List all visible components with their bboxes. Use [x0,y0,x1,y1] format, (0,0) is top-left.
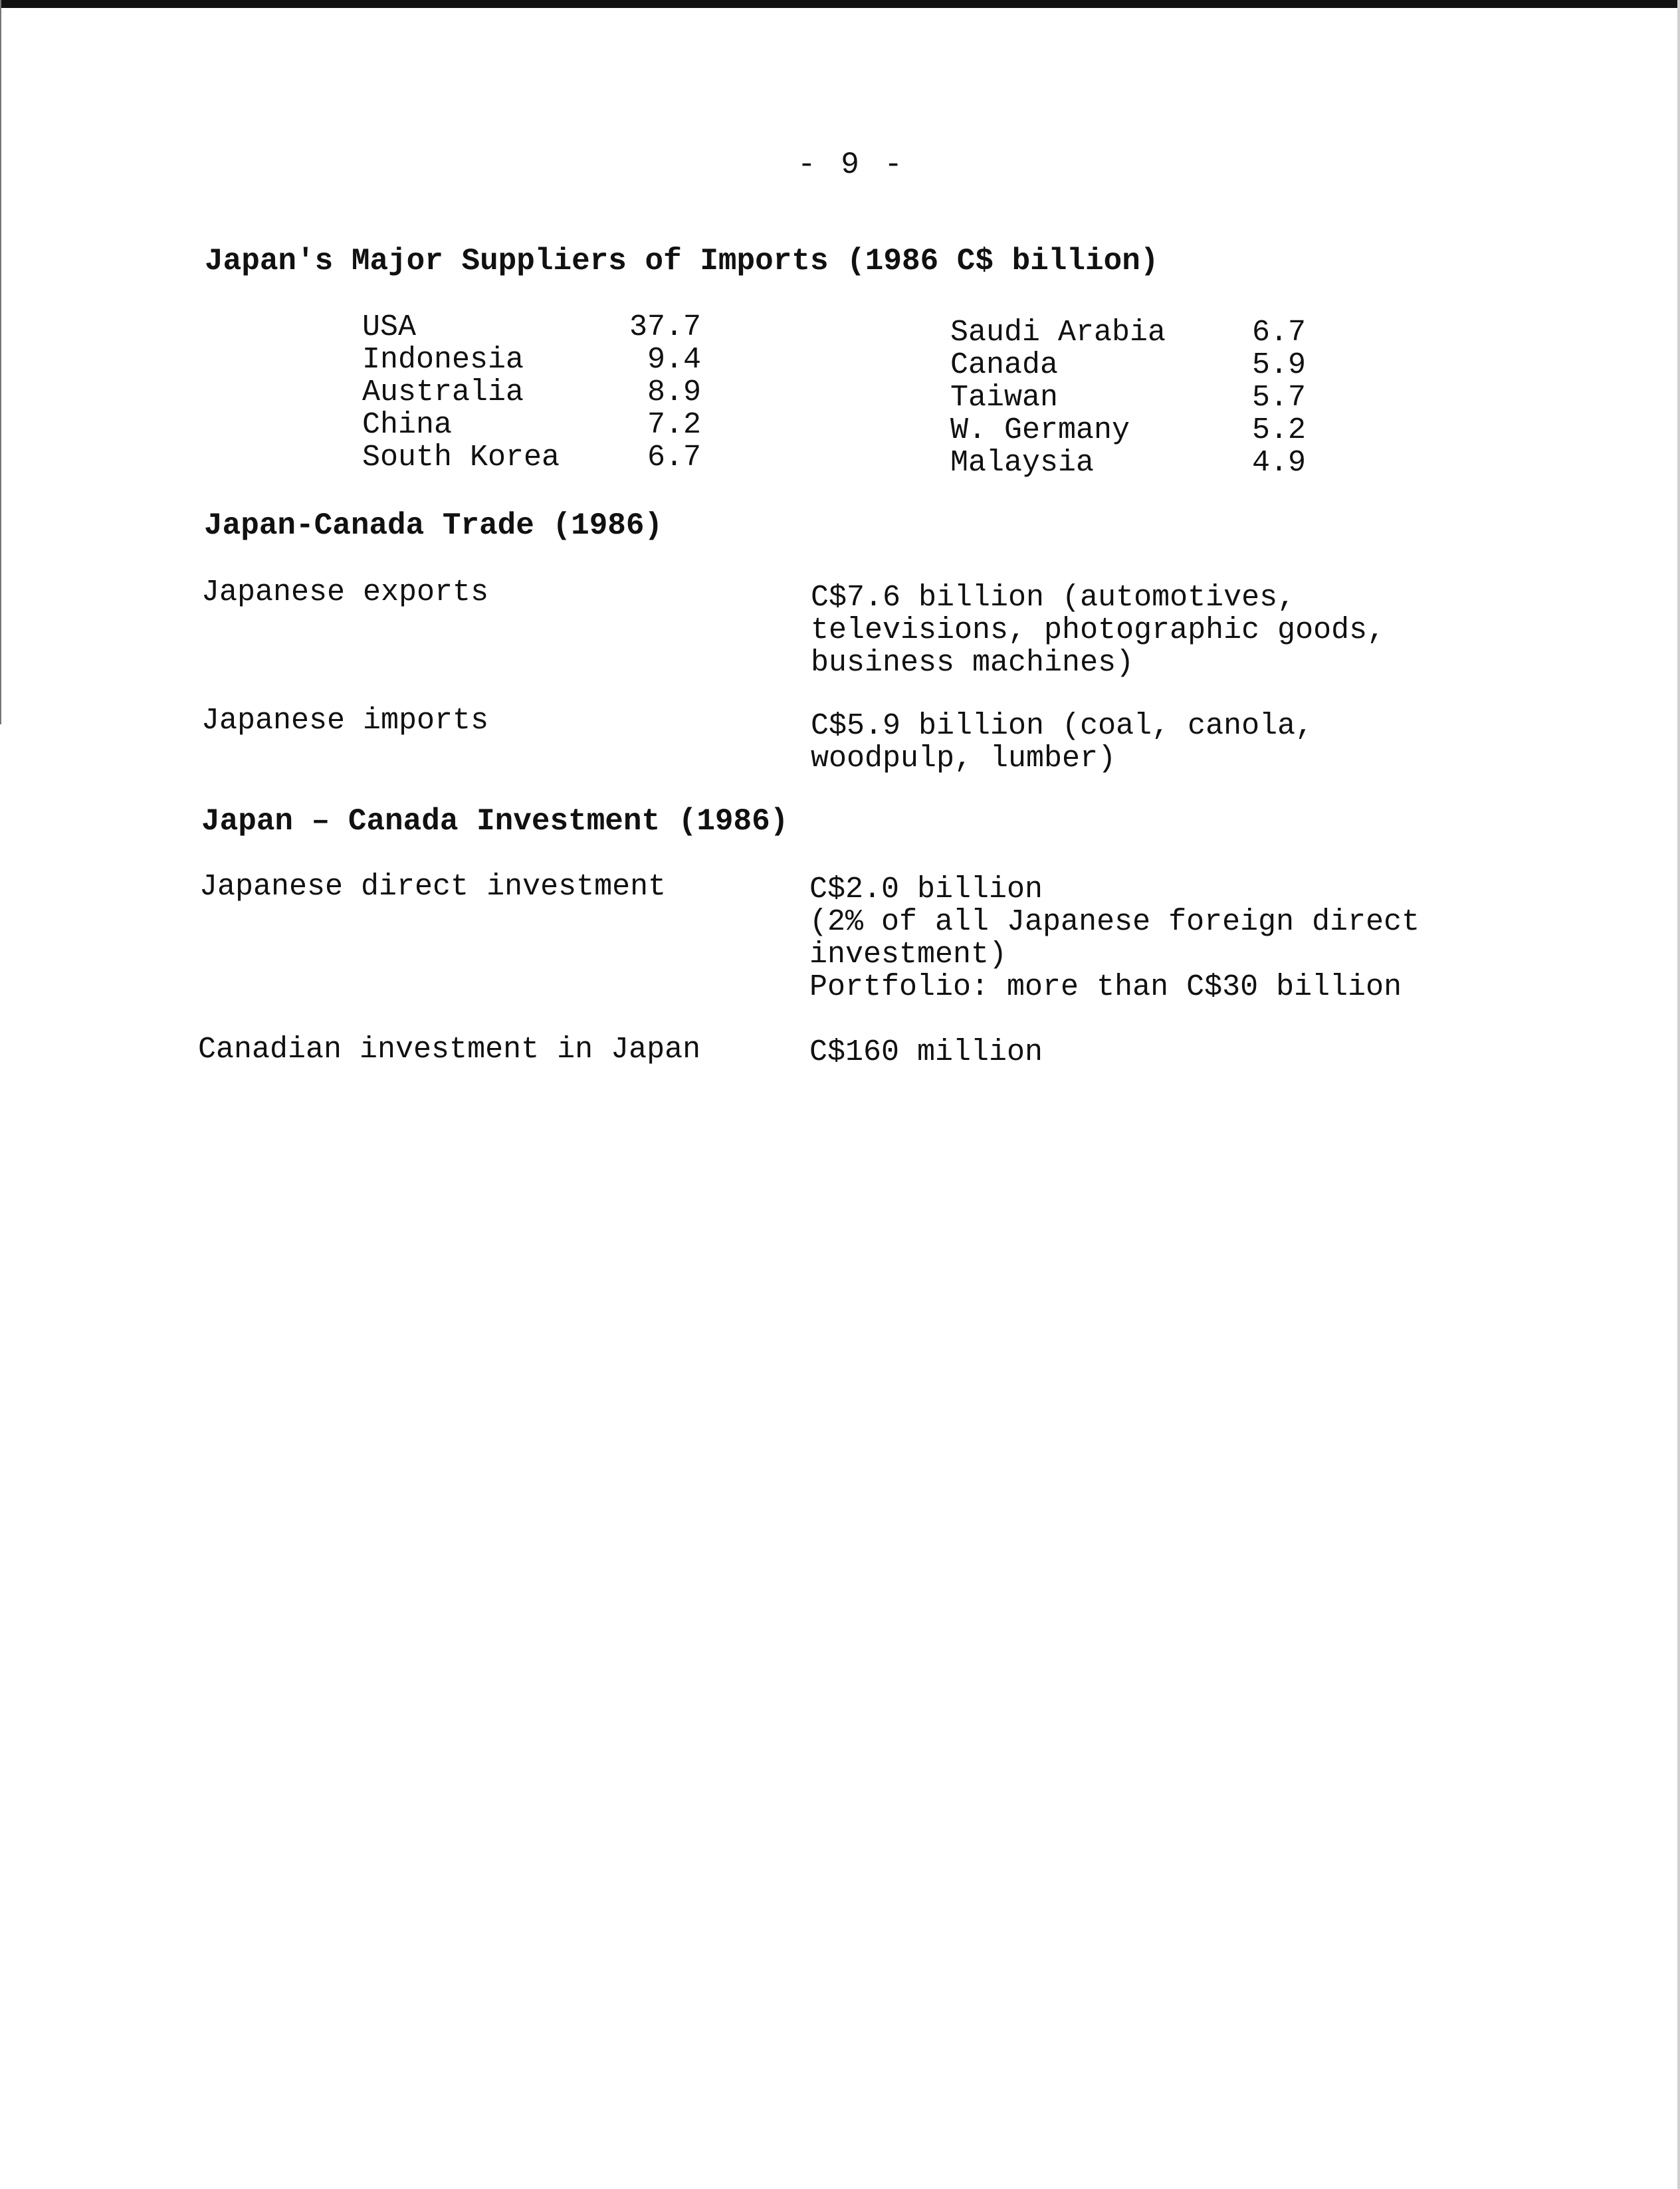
investment-row-value: C$2.0 billion (2% of all Japanese foreign direct investment) Portfolio: more than C$30 billion [809,873,1420,1004]
supplier-row-south-korea [362,441,701,474]
supplier-row-w-germany [950,414,1306,447]
trade-heading: Japan-Canada Trade (1986) [204,508,663,543]
trade-row-label: Japanese imports [201,704,489,738]
supplier-row-china [362,409,701,441]
suppliers-right-column [950,316,1306,479]
supplier-row-canada [950,349,1306,381]
supplier-row-usa [362,311,701,344]
supplier-country: Indonesia [362,343,524,377]
trade-row-value: C$7.6 billion (automotives, televisions, photographic goods, business machines) [811,581,1386,680]
supplier-row-australia [362,376,701,409]
page-number: - 9 - [797,148,906,182]
supplier-value: 8.9 [647,375,701,409]
trade-row-label: Japanese exports [201,575,489,609]
investment-heading: Japan – Canada Investment (1986) [201,804,789,839]
supplier-country: Saudi Arabia [950,316,1166,350]
supplier-country: Australia [362,375,524,409]
supplier-country: South Korea [362,441,560,474]
right-scan-border [1677,0,1680,2189]
supplier-value: 7.2 [647,408,701,442]
supplier-value: 5.9 [1251,348,1306,382]
supplier-country: Malaysia [950,446,1095,480]
suppliers-heading: Japan's Major Suppliers of Imports (1986 C$ billion) [205,244,1159,278]
supplier-value: 5.2 [1251,413,1306,447]
investment-row-value: C$160 million [809,1035,1043,1069]
supplier-value: 6.7 [647,441,701,474]
supplier-country: Taiwan [950,381,1059,415]
supplier-row-malaysia [950,447,1306,479]
trade-row-value: C$5.9 billion (coal, canola, woodpulp, lumber) [811,709,1314,776]
supplier-value: 6.7 [1251,316,1306,350]
investment-row-canadian [198,1033,1501,1069]
supplier-value: 4.9 [1251,446,1306,480]
supplier-row-taiwan [950,381,1306,414]
supplier-country: Canada [950,348,1059,382]
investment-row-label: Canadian investment in Japan [198,1033,701,1067]
supplier-value: 9.4 [647,343,701,377]
supplier-row-saudi-arabia [950,316,1306,349]
investment-row-japanese-direct [199,871,1502,1003]
investment-row-label: Japanese direct investment [199,870,667,904]
supplier-row-indonesia [362,344,701,376]
supplier-value: 5.7 [1251,381,1306,415]
top-scan-border [0,0,1680,8]
supplier-value: 37.7 [629,310,701,344]
supplier-country: W. Germany [950,413,1130,447]
supplier-country: China [362,408,453,442]
trade-row-imports [201,704,1504,775]
trade-row-exports [201,576,1504,679]
suppliers-left-column [362,311,701,474]
supplier-country: USA [362,310,417,344]
left-scan-border [0,0,1,724]
